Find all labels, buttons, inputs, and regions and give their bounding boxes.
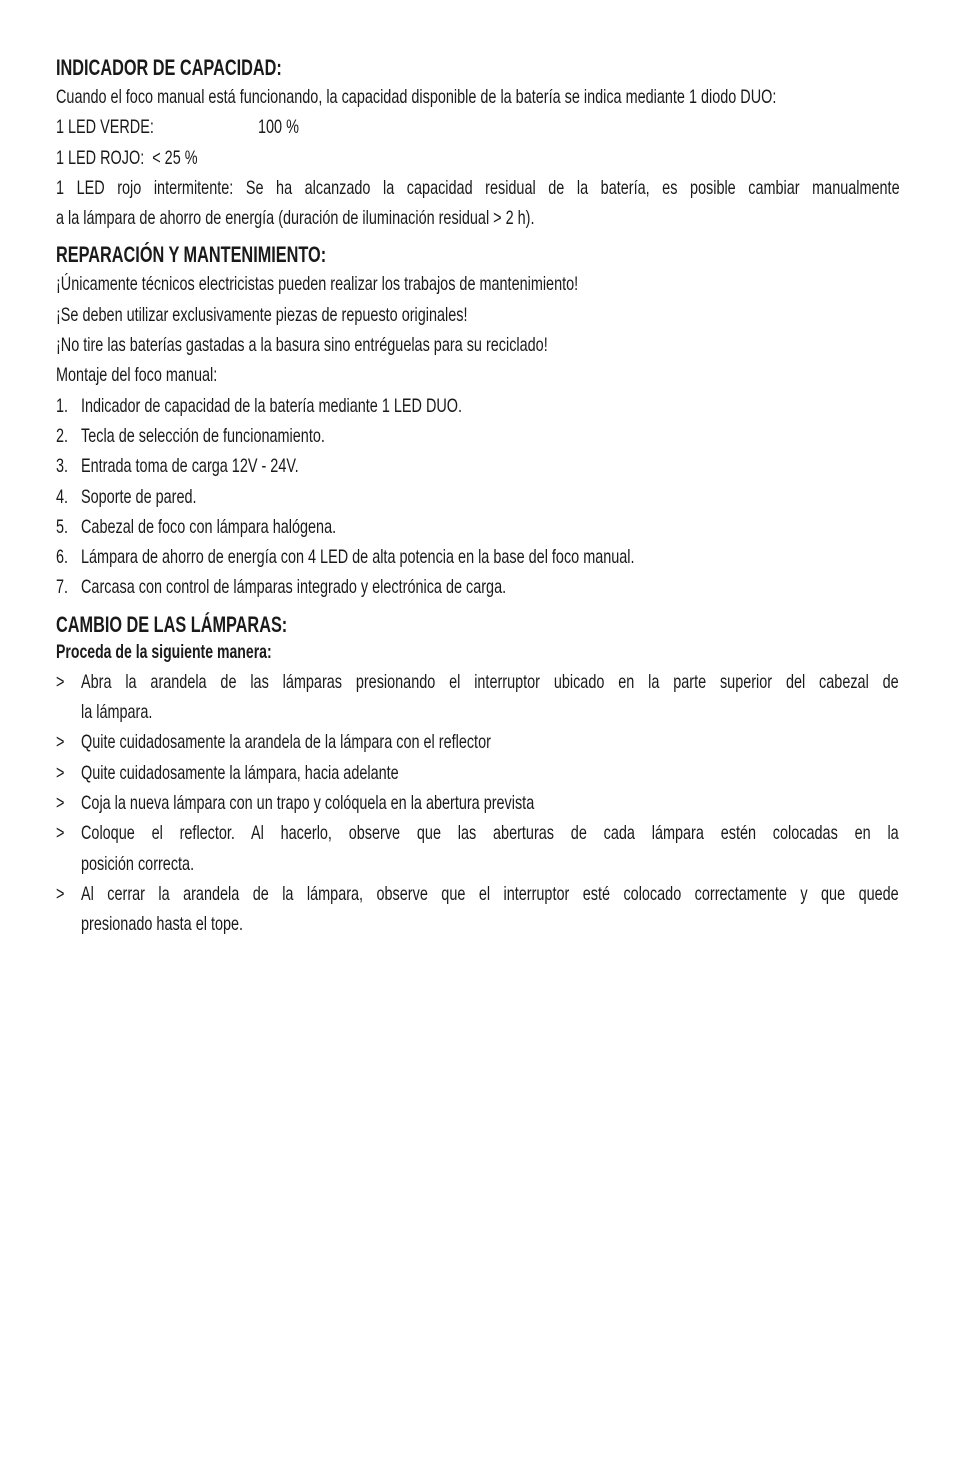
maintenance-note: ¡No tire las baterías gastadas a la basura sino entréguelas para su reciclado! xyxy=(56,334,548,357)
list-number: 6. xyxy=(56,546,69,569)
maintenance-note: ¡Se deben utilizar exclusivamente piezas de repuesto originales! xyxy=(56,303,468,326)
step-text: Abra la arandela de las lámparas presionando el interruptor ubicado en la parte superior del cabezal de xyxy=(81,670,899,693)
step-item xyxy=(56,667,899,697)
red-led-row xyxy=(56,143,899,173)
lamp-change-subheading: Proceda de la siguiente manera: xyxy=(56,641,272,663)
step-item xyxy=(56,818,899,848)
list-text: Indicador de capacidad de la batería mediante 1 LED DUO. xyxy=(81,394,463,417)
step-text: Al cerrar la arandela de la lámpara, observe que el interruptor esté colocado correctamente y que quede xyxy=(81,882,899,905)
green-led-value: 100 % xyxy=(258,116,299,139)
list-text: Carcasa con control de lámparas integrado y electrónica de carga. xyxy=(81,576,507,599)
list-text: Entrada toma de carga 12V - 24V. xyxy=(81,455,299,478)
document-page xyxy=(56,54,899,939)
step-continuation: posición correcta. xyxy=(81,852,195,875)
lamp-change-heading: CAMBIO DE LAS LÁMPARAS: xyxy=(56,611,288,637)
step-marker: > xyxy=(56,882,65,905)
list-item xyxy=(56,542,899,572)
step-text: Quite cuidadosamente la lámpara, hacia adelante xyxy=(81,761,399,784)
step-item xyxy=(56,727,899,757)
assembly-intro: Montaje del foco manual: xyxy=(56,364,218,387)
list-number: 3. xyxy=(56,455,69,478)
step-item xyxy=(56,788,899,818)
list-item xyxy=(56,572,899,602)
red-led-value: < 25 % xyxy=(152,146,198,169)
list-item xyxy=(56,482,899,512)
maintenance-section xyxy=(56,241,899,602)
list-text: Cabezal de foco con lámpara halógena. xyxy=(81,515,337,538)
blink-led-line-1: 1 LED rojo intermitente: Se ha alcanzado la capacidad residual de la batería, es posible cambiar manualmente xyxy=(56,176,900,199)
red-led-label: 1 LED ROJO: xyxy=(56,146,145,169)
green-led-row xyxy=(56,112,899,142)
step-marker: > xyxy=(56,670,65,693)
list-number: 7. xyxy=(56,576,69,599)
step-text: Coja la nueva lámpara con un trapo y colóquela en la abertura prevista xyxy=(81,791,535,814)
lamp-change-section xyxy=(56,611,899,940)
step-text: Quite cuidadosamente la arandela de la lámpara con el reflector xyxy=(81,731,491,754)
capacity-intro: Cuando el foco manual está funcionando, la capacidad disponible de la batería se indica mediante 1 diodo DUO: xyxy=(56,86,777,108)
list-item xyxy=(56,512,899,542)
blink-led-line-2: a la lámpara de ahorro de energía (duración de iluminación residual > 2 h). xyxy=(56,207,535,230)
capacity-section xyxy=(56,54,899,233)
step-continuation: presionado hasta el tope. xyxy=(81,913,244,936)
list-number: 4. xyxy=(56,485,69,508)
step-continuation: la lámpara. xyxy=(81,701,153,724)
step-text: Coloque el reflector. Al hacerlo, observe que las aberturas de cada lámpara estén colocadas en la xyxy=(81,822,899,845)
list-item xyxy=(56,391,899,421)
capacity-heading: INDICADOR DE CAPACIDAD: xyxy=(56,55,282,80)
list-number: 1. xyxy=(56,394,69,417)
maintenance-note: ¡Únicamente técnicos electricistas pueden realizar los trabajos de mantenimiento! xyxy=(56,273,579,296)
list-item xyxy=(56,421,899,451)
step-item xyxy=(56,879,899,909)
list-text: Soporte de pared. xyxy=(81,485,197,508)
maintenance-heading: REPARACIÓN Y MANTENIMIENTO: xyxy=(56,242,327,268)
list-text: Lámpara de ahorro de energía con 4 LED de alta potencia en la base del foco manual. xyxy=(81,546,635,569)
list-text: Tecla de selección de funcionamiento. xyxy=(81,424,325,447)
list-number: 2. xyxy=(56,424,69,447)
step-marker: > xyxy=(56,822,65,845)
list-number: 5. xyxy=(56,515,69,538)
step-item xyxy=(56,758,899,788)
step-marker: > xyxy=(56,761,65,784)
step-marker: > xyxy=(56,791,65,814)
step-marker: > xyxy=(56,731,65,754)
green-led-label: 1 LED VERDE: xyxy=(56,116,154,139)
list-item xyxy=(56,451,899,481)
